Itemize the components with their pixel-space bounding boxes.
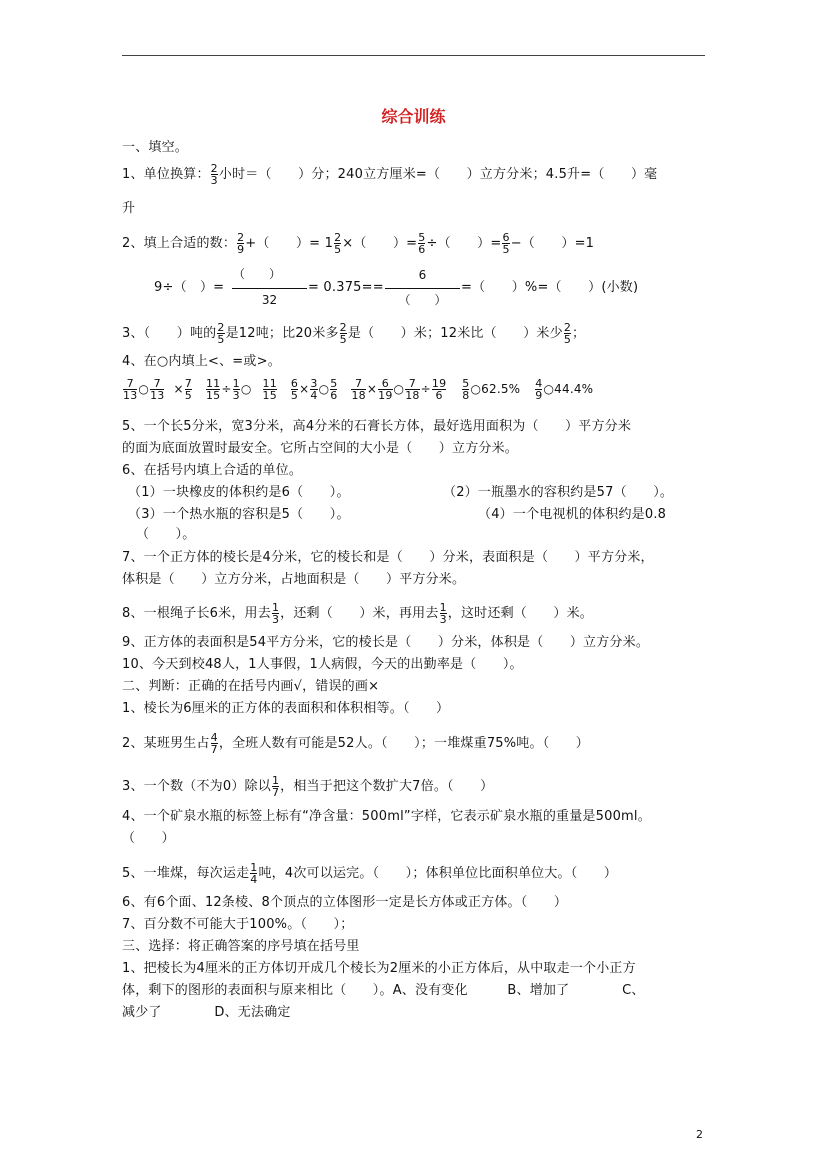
fraction: $\frac{7}{13}$ (150, 377, 165, 402)
question-6-item4-cont: （ ）。 (136, 527, 196, 542)
question-10: 10、今天到校48人，1人事假，1人病假，今天的出勤率是（ ）。 (122, 657, 523, 672)
operator: ○ (318, 382, 330, 396)
question-6: 6、在括号内填上合适的单位。 (122, 463, 303, 478)
operator: × (366, 382, 378, 396)
question-4-items (122, 378, 712, 401)
fraction: $\frac{1}{3}$ (232, 377, 240, 402)
operator: ÷ (221, 382, 232, 396)
judge-5: 5、一堆煤，每次运走 $\frac{1}{4}$ 吨，4次可以运完。（ ）；体积单位比面积单位大。（ ） (122, 861, 618, 886)
operator: ○44.4% (543, 382, 594, 396)
question-6-item1: （1）一块橡皮的体积约是6（ ）。 (128, 485, 350, 500)
page-number: 2 (696, 1128, 703, 1141)
fraction: $\frac{19}{6}$ (431, 377, 447, 402)
page-title: 综合训练 (381, 107, 446, 126)
fraction-numerator: 6 (418, 268, 427, 282)
fraction: $\frac{2}{3}$ (210, 162, 218, 187)
question-4: 4、在○内填上<、=或>。 (122, 354, 281, 369)
judge-4-line2: （ ） (122, 831, 175, 846)
section-choice: 三、选择：将正确答案的序号填在括号里 (122, 939, 360, 954)
question-1-cont: 升 (122, 201, 136, 216)
judge-1: 1、棱长为6厘米的正方体的表面积和体积相等。（ ） (122, 701, 450, 716)
operator: ○ (393, 382, 405, 396)
question-3: 3、（ ）吨的 $\frac{2}{5}$ 是12吨；比20米多 $\frac{2}{5}$ 是（ ）米；12米比（ ）米少 $\frac{2}{5}$ ； (122, 321, 586, 346)
judge-7: 7、百分数不可能大于100%。（ ）； (122, 917, 354, 932)
question-6-item2: （2）一瓶墨水的容积约是57（ ）。 (443, 485, 674, 500)
comparison-item (290, 377, 339, 402)
judge-6: 6、有6个面、12条棱、8个顶点的立体图形一定是长方体或正方体。（ ） (122, 895, 568, 910)
question-2: 2、填上合适的数： $\frac{2}{9}$ +（ ）= 1 $\frac{2}{5}$ ×（ ）= $\frac{5}{6}$ ÷（ ）= $\frac{6}{5}$ −（ ）=1 (122, 231, 595, 256)
section-fill-blank: 一、填空。 (122, 140, 189, 155)
question-7-line2: 体积是（ ）立方分米，占地面积是（ ）平方分米。 (122, 572, 466, 587)
comparison-item (534, 377, 594, 402)
question-7-line1: 7、一个正方体的棱长是4分米，它的棱长和是（ ）分米，表面积是（ ）平方分米， (122, 550, 654, 565)
fraction-bar (232, 288, 307, 289)
judge-2: 2、某班男生占 $\frac{4}{7}$ ，全班人数有可能是52人。（ ）；一堆煤重75%吨。（ ） (122, 731, 590, 756)
header-rule (122, 55, 705, 56)
operator: × (173, 382, 184, 396)
fraction: $\frac{11}{15}$ (262, 377, 277, 402)
fraction-denominator: （ ） (398, 293, 447, 307)
comparison-item (205, 377, 252, 402)
question-2-row2-a: 9÷（ ）= (154, 280, 225, 295)
question-8: 8、一根绳子长6米，用去 $\frac{1}{3}$ ，还剩（ ）米，再用去 $\frac{1}{3}$ ，这时还剩（ ）米。 (122, 601, 593, 626)
fraction: $\frac{7}{13}$ (123, 377, 138, 402)
question-9: 9、正方体的表面积是54平方分米，它的棱长是（ ）分米，体积是（ ）立方分米。 (122, 635, 650, 650)
fraction: $\frac{11}{15}$ (205, 377, 221, 402)
operator: ○ (240, 382, 252, 396)
fraction-denominator: 32 (261, 293, 278, 307)
operator: ○ (138, 382, 150, 396)
comparison-item (262, 377, 278, 402)
question-5-line2: 的面为底面放置时最安全。它所占空间的大小是（ ）立方分米。 (122, 441, 519, 456)
choice-1-line1: 1、把棱长为4厘米的正方体切开成几个棱长为2厘米的小正方体后，从中取走一个小正方 (122, 961, 636, 976)
fraction: $\frac{3}{4}$ (310, 377, 318, 402)
choice-1-line2: 体，剩下的图形的表面积与原来相比（ ）。A、没有变化 B、增加了 C、 (122, 983, 645, 998)
section-judge: 二、判断：正确的在括号内画√，错误的画× (122, 679, 380, 694)
fraction: $\frac{5}{6}$ (330, 377, 338, 402)
fraction-numerator: （ ） (232, 267, 281, 281)
fraction-bar (385, 288, 460, 289)
operator: ÷ (420, 382, 431, 396)
question-5-line1: 5、一个长5分米，宽3分米，高4分米的石膏长方体，最好选用面积为（ ）平方分米 (122, 419, 632, 434)
question-6-item3: （3）一个热水瓶的容积是5（ ）。 (128, 507, 350, 522)
operator: ○62.5% (470, 382, 521, 396)
fraction: $\frac{4}{9}$ (535, 377, 543, 402)
judge-4-line1: 4、一个矿泉水瓶的标签上标有“净含量：500ml”字样，它表示矿泉水瓶的重量是500ml。 (122, 809, 651, 824)
fraction: $\frac{6}{19}$ (378, 377, 393, 402)
judge-3: 3、一个数（不为0）除以 $\frac{1}{7}$ ，相当于把这个数扩大7倍。（ ） (122, 774, 494, 799)
comparison-item (350, 377, 447, 402)
fraction: $\frac{7}{5}$ (184, 377, 192, 402)
operator: × (299, 382, 310, 396)
question-2-row2-c: =（ ）%=（ ）(小数) (461, 280, 639, 295)
fraction: $\frac{7}{18}$ (405, 377, 420, 402)
question-1: 1、单位换算： $\frac{2}{3}$ 小时＝（ ）分；240立方厘米=（ ）立方分米；4.5升=（ ）毫 (122, 162, 658, 187)
comparison-item (461, 377, 521, 402)
comparison-item (122, 377, 165, 402)
comparison-item (173, 377, 192, 402)
question-2-row2-b: = 0.375== (308, 280, 384, 295)
fraction: $\frac{7}{18}$ (351, 377, 366, 402)
choice-1-line3: 减少了 D、无法确定 (122, 1005, 291, 1020)
fraction: $\frac{6}{5}$ (290, 377, 299, 402)
question-6-item4: （4）一个电视机的体积约是0.8 (478, 507, 667, 522)
fraction: $\frac{5}{8}$ (462, 377, 470, 402)
